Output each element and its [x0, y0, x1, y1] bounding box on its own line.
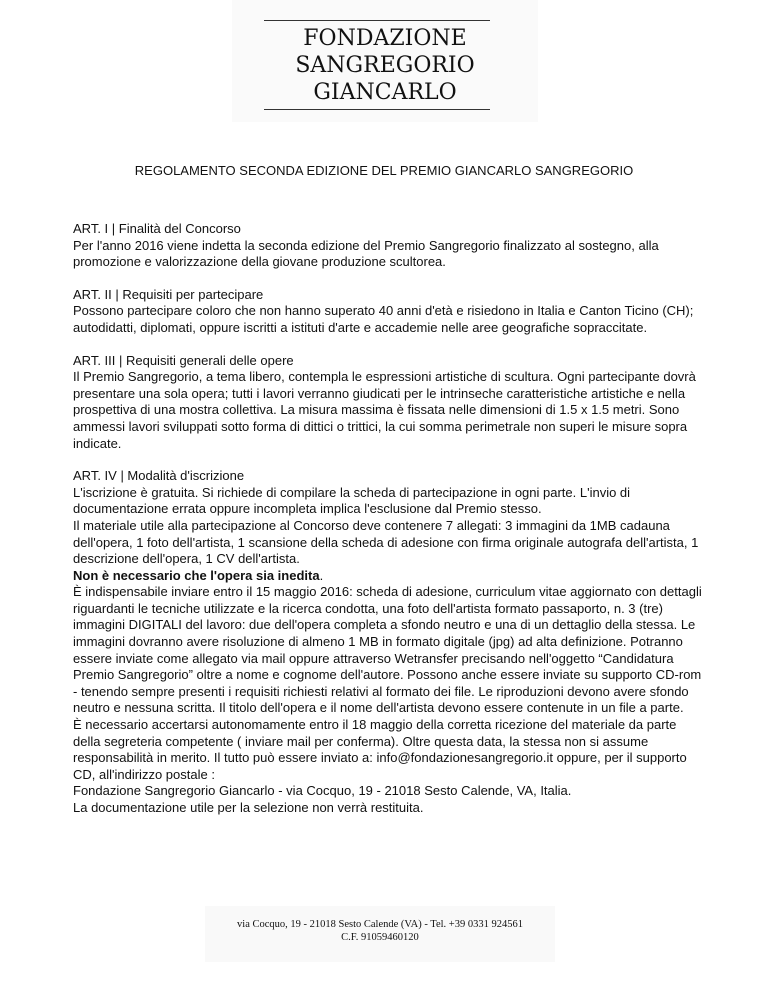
article-heading: ART. II | Requisiti per partecipare: [73, 286, 264, 302]
article-text: Per l'anno 2016 viene indetta la seconda edizione del Premio Sangregorio finalizzato al sostegno, alla promozione e valorizzazione della giovane produzione scultorea.: [73, 237, 659, 270]
confirmation-paragraph: È necessario accertarsi autonomamente entro il 18 maggio della corretta ricezione del materiale da parte della segreteria competente ( inviare mail per conferma). Oltre questa data, la stessa non si assume responsabilità in merito. Il tutto può essere inviato a: info@fondazionesangregorio.it oppure, per il supporto CD, all'indirizzo postale :: [73, 717, 687, 782]
no-return-note: La documentazione utile per la selezione non verrà restituita.: [73, 800, 424, 815]
postal-address: Fondazione Sangregorio Giancarlo - via Cocquo, 19 - 21018 Sesto Calende, VA, Italia.: [73, 783, 572, 799]
article-heading: ART. I | Finalità del Concorso: [73, 221, 241, 236]
logo-line-1: FONDAZIONE: [303, 26, 467, 51]
regulation-body: [73, 221, 703, 833]
article-1: [73, 221, 703, 271]
article-3: [73, 353, 703, 453]
foundation-logo: [232, 25, 538, 106]
article-text: Il Premio Sangregorio, a tema libero, contempla le espressioni artistiche di scultura. Ogni partecipante dovrà presentare una sola opera; tutti i lavori verranno giudicati per le intrinseche caratteristiche artistiche e nella prospettiva di una mostra collettiva. La misura massima è fissata nelle dimensioni di 1.5 x 1.5 metri. Sono ammessi lavori sviluppati sotto forma di dittici o trittici, la cui somma perimetrale non superi le misure sopra indicate.: [73, 369, 696, 451]
logo-line-2: SANGREGORIO: [295, 53, 475, 78]
submission-paragraph: È indispensabile inviare entro il 15 maggio 2016: scheda di adesione, curriculum vitae aggiornato con dettagli riguardanti le tecniche utilizzate e la ricerca condotta, una foto dell'artista formato passaporto, n. 3 (tre) immagini DIGITALI del lavoro: due dell'opera completa a sfondo neutro e una di un dettaglio della stessa. Le immagini dovranno avere risoluzione di almeno 1 MB in formato digitale (jpg) ad alta definizione. Potranno essere inviate come allegato via mail oppure attraverso Wetransfer precisando nell'oggetto “Candidatura Premio Sangregorio” oltre a nome e cognome dell'autore. Possono anche essere inviate su supporto CD-rom - tenendo sempre presenti i requisiti richiesti relativi al formato dei file. Le riproduzioni devono avere sfondo neutro e nessuna scritta. Il titolo dell'opera e il nome dell'artista devono essere contenute in un file a parte.: [73, 584, 702, 716]
unpublished-note-period: .: [319, 567, 324, 583]
article-heading: ART. IV | Modalità d'iscrizione: [73, 468, 245, 484]
footer: [205, 918, 555, 944]
footer-tax-id: C.F. 91059460120: [341, 932, 419, 943]
article-2: [73, 287, 703, 337]
unpublished-note-bold: Non è necessario che l'opera sia inedita: [73, 567, 320, 583]
logo-line-3: GIANCARLO: [313, 80, 457, 105]
article-text: Possono partecipare coloro che non hanno superato 40 anni d'età e risiedono in Italia e Canton Ticino (CH); autodidatti, diplomati, oppure iscritti a istituti d'arte e accademie nelle aree geografiche sopraccitate.: [73, 303, 694, 335]
article-4: [73, 468, 703, 816]
registration-paragraph: L'iscrizione è gratuita. Si richiede di compilare la scheda di partecipazione in ogni parte. L'invio di documentazione errata oppure incompleta implica l'esclusione dal Premio stesso.: [73, 484, 631, 517]
article-heading: ART. III | Requisiti generali delle opere: [73, 352, 294, 368]
logo-top-rule: [264, 20, 490, 21]
footer-address: via Cocquo, 19 - 21018 Sesto Calende (VA) - Tel. +39 0331 924561: [237, 919, 523, 930]
attachments-paragraph: Il materiale utile alla partecipazione al Concorso deve contenere 7 allegati: 3 immagini da 1MB cadauna dell'opera, 1 foto dell'artista, 1 scansione della scheda di adesione con firma originale autografa dell'artista, 1 descrizione dell'opera, 1 CV dell'artista.: [73, 517, 699, 567]
unpublished-note: [73, 568, 703, 585]
logo-bottom-rule: [264, 109, 490, 110]
document-title: REGOLAMENTO SECONDA EDIZIONE DEL PREMIO GIANCARLO SANGREGORIO: [134, 163, 634, 178]
